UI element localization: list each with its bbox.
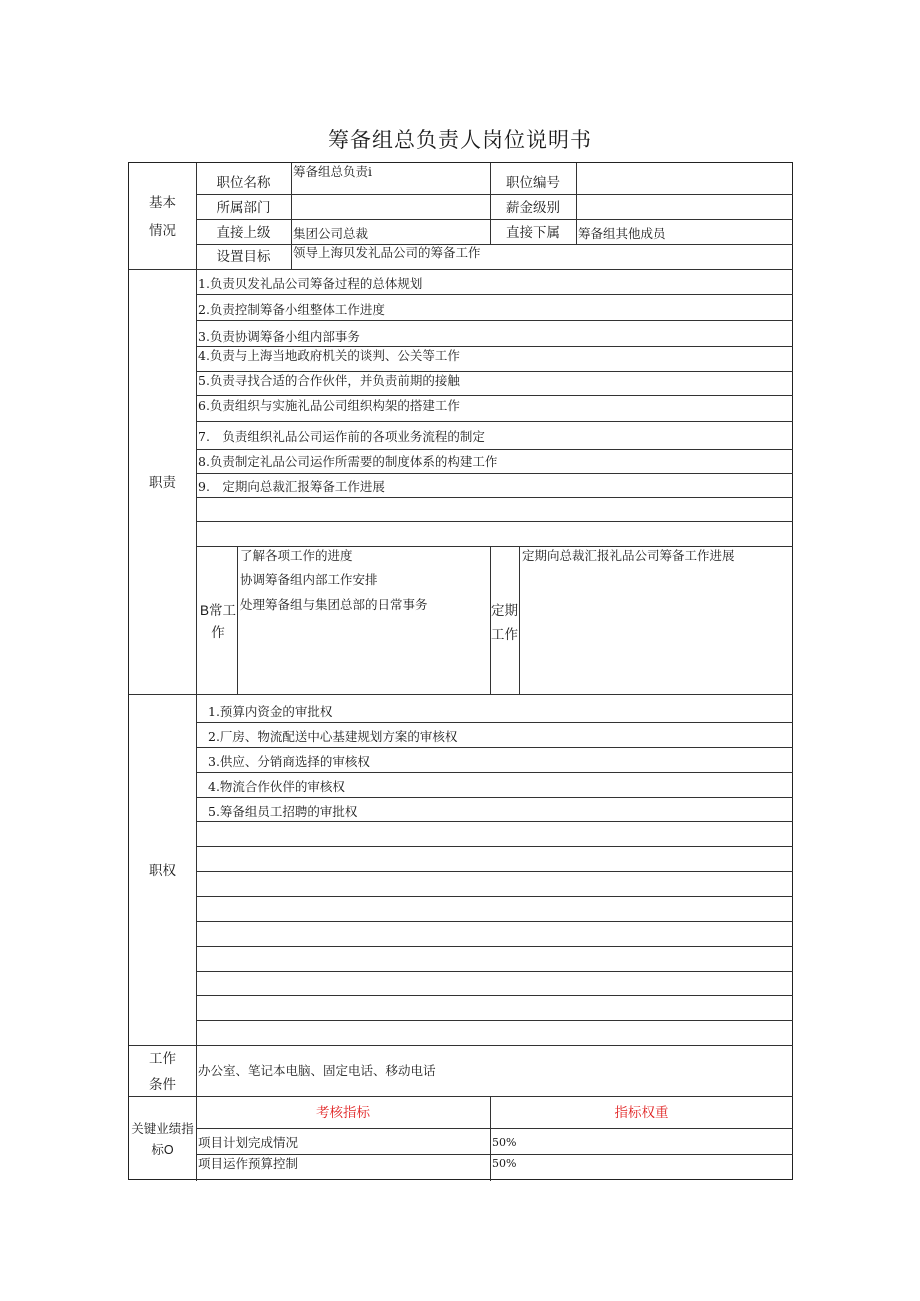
daily-work-label-line1: B常工: [199, 603, 236, 618]
kpi-weight: 50%: [492, 1136, 517, 1149]
divider: [129, 1045, 793, 1046]
divider: [196, 971, 793, 972]
divider: [196, 722, 793, 723]
basic-section-label: [129, 195, 196, 239]
daily-work-label-line2: 作: [211, 625, 225, 640]
position-name-value: 筹备组总负责i: [293, 164, 372, 179]
document-title: 筹备组总负责人岗位说明书: [328, 128, 592, 152]
basic-label-line1: 基本: [149, 195, 176, 210]
authority-section-label: 职权: [149, 863, 176, 878]
divider: [196, 1154, 793, 1155]
position-name-label: 职位名称: [216, 175, 271, 190]
authority-item: 1.预算内资金的审批权: [208, 704, 333, 719]
divider: [196, 1128, 793, 1129]
direct-subordinate-label: 直接下属: [506, 225, 560, 240]
kpi-section-label: [129, 1121, 196, 1158]
authority-item: 2.厂房、物流配送中心基建规划方案的审核权: [208, 729, 458, 744]
divider: [196, 473, 793, 474]
divider: [519, 546, 520, 694]
duty-item: 6.负责组织与实施礼品公司组织构架的搭建工作: [198, 398, 460, 413]
conditions-value: 办公室、笔记本电脑、固定电话、移动电话: [198, 1063, 436, 1078]
divider: [196, 846, 793, 847]
direct-subordinate-value: 筹备组其他成员: [578, 226, 666, 241]
divider: [196, 497, 793, 498]
divider: [196, 995, 793, 996]
divider: [196, 797, 793, 798]
authority-item: 5.筹备组员工招聘的审批权: [208, 804, 358, 819]
duty-item: 5.负责寻找合适的合作伙伴，并负责前期的接触: [198, 373, 460, 388]
duty-item: 2.负责控制筹备小组整体工作进度: [198, 302, 385, 317]
kpi-header-weight: 指标权重: [614, 1105, 669, 1120]
kpi-header-indicator: 考核指标: [316, 1105, 370, 1120]
divider: [196, 871, 793, 872]
kpi-indicator: 项目运作预算控制: [198, 1156, 299, 1171]
divider: [196, 772, 793, 773]
divider: [196, 946, 793, 947]
kpi-weight: 50%: [492, 1157, 517, 1170]
duty-item: 8.负责制定礼品公司运作所需要的制度体系的构建工作: [198, 454, 498, 469]
direct-superior-value: 集团公司总裁: [293, 226, 369, 241]
goal-value: 领导上海贝发礼品公司的筹备工作: [293, 245, 481, 260]
duty-item: 3.负责协调筹备小组内部事务: [198, 329, 360, 344]
authority-item: 3.供应、分销商选择的审核权: [208, 754, 370, 769]
conditions-section-label: [129, 1051, 196, 1093]
divider: [196, 320, 793, 321]
direct-superior-label: 直接上级: [216, 225, 271, 240]
divider: [196, 521, 793, 522]
kpi-indicator: 项目计划完成情况: [198, 1135, 299, 1150]
goal-label: 设置目标: [216, 249, 271, 264]
divider: [237, 546, 238, 694]
divider: [129, 1096, 793, 1097]
divider: [196, 546, 793, 547]
divider: [196, 747, 793, 748]
divider: [196, 1020, 793, 1021]
divider: [196, 163, 197, 1181]
duties-section-label: 职责: [149, 475, 176, 490]
divider: [196, 371, 793, 372]
divider: [291, 163, 292, 269]
periodic-work-label-line2: 工作: [491, 627, 518, 642]
divider: [196, 346, 793, 347]
divider: [129, 269, 793, 270]
daily-work-item: 了解各项工作的进度: [240, 548, 353, 563]
job-description-table: [128, 162, 793, 1180]
duty-item: 4.负责与上海当地政府机关的谈判、公关等工作: [198, 348, 460, 363]
duty-item: 7. 负责组织礼品公司运作前的各项业务流程的制定: [198, 429, 485, 444]
divider: [196, 244, 793, 245]
divider: [196, 395, 793, 396]
periodic-work-label: [490, 603, 519, 643]
divider: [196, 821, 793, 822]
divider: [196, 921, 793, 922]
kpi-label-line1: 关键业绩指: [131, 1122, 194, 1136]
divider: [196, 294, 793, 295]
daily-work-label: [199, 603, 237, 641]
divider: [196, 219, 793, 220]
duty-item: 1.负责贝发礼品公司筹备过程的总体规划: [198, 276, 423, 291]
divider: [196, 896, 793, 897]
daily-work-item: 处理筹备组与集团总部的日常事务: [240, 597, 428, 612]
divider: [196, 449, 793, 450]
kpi-label-line2: 标O: [151, 1143, 174, 1157]
department-label: 所属部门: [216, 200, 271, 215]
periodic-work-label-line1: 定期: [491, 603, 518, 618]
divider: [576, 163, 577, 244]
duty-item: 9. 定期向总裁汇报筹备工作进展: [198, 479, 385, 494]
salary-grade-label: 薪金级别: [506, 200, 560, 215]
divider: [196, 421, 793, 422]
basic-label-line2: 情况: [149, 223, 176, 238]
position-code-label: 职位编号: [506, 175, 560, 190]
divider: [196, 194, 793, 195]
conditions-label-line2: 条件: [149, 1077, 176, 1092]
authority-item: 4.物流合作伙伴的审核权: [208, 779, 345, 794]
periodic-work-item: 定期向总裁汇报礼品公司筹备工作进展: [522, 548, 735, 563]
conditions-label-line1: 工作: [149, 1051, 176, 1066]
daily-work-item: 协调筹备组内部工作安排: [240, 572, 378, 587]
divider: [129, 694, 793, 695]
